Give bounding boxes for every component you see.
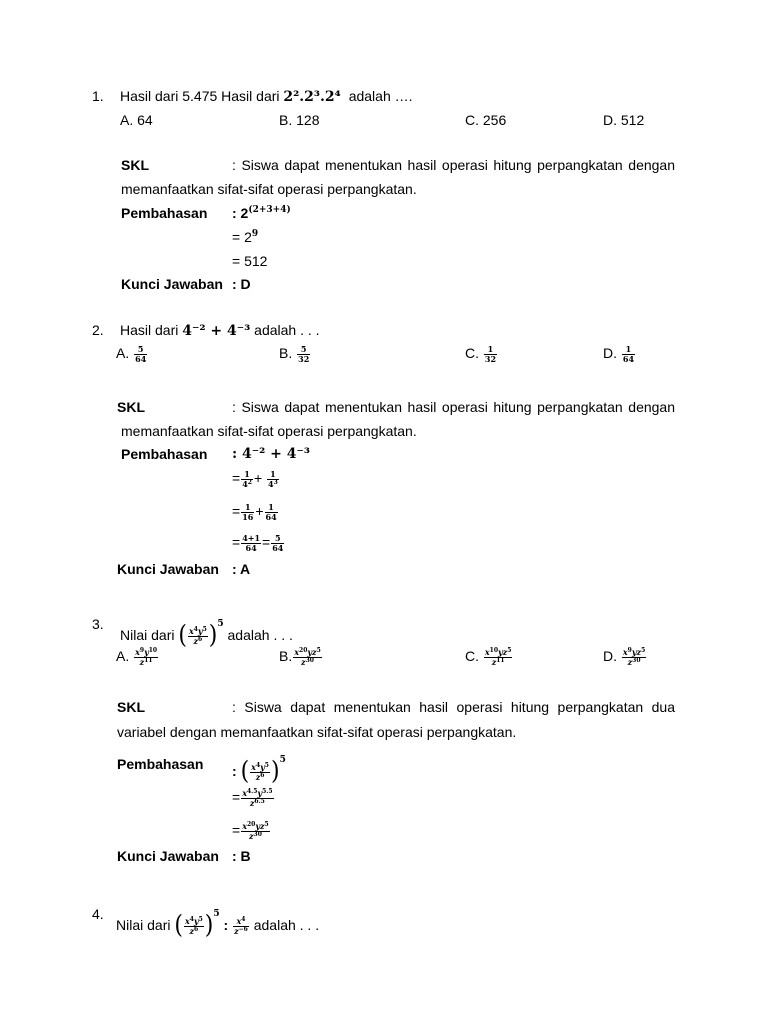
q1-step-2-base: = 2: [232, 229, 252, 245]
denominator: $z^{6.5}$: [249, 798, 265, 808]
numerator: 1: [484, 345, 497, 355]
q3-option-d: [603, 648, 647, 667]
q2-option-a: [116, 345, 148, 364]
q2-step-3: [232, 503, 279, 522]
q2-question: [120, 322, 320, 339]
q2-option-b: [279, 345, 311, 364]
q3-option-a-fraction: [134, 648, 158, 667]
q2-question-post: adalah . . .: [254, 322, 320, 338]
q3-option-c: [465, 648, 513, 667]
numerator: $x^{20}yz^5$: [294, 647, 321, 657]
q3-question-post: adalah . . .: [227, 627, 293, 643]
q2-step-4-frac-2: [271, 534, 284, 553]
q1-kunci-value: : D: [232, 276, 251, 292]
q4-base-fraction: [184, 917, 204, 936]
base: 4: [268, 479, 274, 489]
q1-step-3: = 512: [232, 253, 268, 269]
q3-option-a: [116, 648, 159, 667]
numerator: 5: [297, 345, 310, 355]
q1-step-1-base: : 2: [232, 205, 249, 221]
denominator: $z^{30}$: [249, 831, 262, 841]
right-paren: ): [270, 757, 280, 787]
q2-option-c-letter: C.: [465, 345, 479, 362]
q1-skl-line1: : Siswa dapat menentukan hasil operasi hitung perpangkatan dengan: [232, 157, 675, 173]
denominator: [241, 480, 253, 489]
equals-sign-2: =: [262, 534, 271, 551]
q3-step-1: [232, 745, 286, 786]
q2-question-pre: Hasil dari: [120, 322, 179, 338]
q3-step-3: [232, 822, 271, 841]
q1-skl-label: SKL: [121, 157, 149, 173]
q3-step-1-power: 5: [279, 755, 286, 765]
denominator: 64: [265, 512, 277, 522]
denominator: 64: [135, 354, 147, 364]
q3-option-a-letter: A.: [116, 648, 130, 665]
exponent: 3: [273, 479, 278, 486]
q2-step-1: : 4⁻² + 4⁻³: [232, 446, 311, 462]
q3-number: 3.: [92, 616, 104, 632]
equals-sign: =: [232, 470, 241, 487]
right-paren: ): [208, 621, 218, 651]
q1-option-d: D. 512: [603, 112, 645, 128]
q2-kunci-value: : A: [232, 561, 251, 577]
q2-step-3-frac-1: [241, 503, 254, 522]
q2-step-3-frac-2: [265, 503, 278, 522]
q3-option-d-fraction: [622, 648, 646, 667]
denominator: $z^6$: [189, 925, 199, 936]
q2-step-4: [232, 534, 285, 553]
q2-option-c: [465, 345, 498, 364]
q4-divider: :: [223, 917, 229, 933]
numerator: 1: [241, 470, 253, 480]
denominator: $z^{-6}$: [234, 925, 248, 936]
q3-base-fraction: [188, 627, 208, 646]
left-paren: (: [240, 757, 250, 787]
numerator: $x^{10}yz^5$: [484, 647, 512, 657]
q3-kunci-value: : B: [232, 848, 251, 864]
denominator: [267, 480, 279, 489]
q1-option-c: C. 256: [465, 112, 507, 128]
q1-option-b: B. 128: [279, 112, 320, 128]
q4-question: [116, 899, 319, 940]
denominator: 32: [298, 354, 310, 364]
numerator: 1: [622, 345, 635, 355]
q3-option-b-letter: B.: [279, 648, 293, 665]
q3-option-c-fraction: [484, 648, 513, 667]
q1-question: [120, 88, 413, 105]
numerator: $x^{20}yz^5$: [242, 821, 269, 831]
q3-option-c-letter: C.: [465, 648, 479, 665]
q3-pembahasan-label: Pembahasan: [117, 756, 204, 772]
denominator: $z^{30}$: [301, 657, 314, 667]
numerator: $x^4$: [233, 917, 249, 927]
denominator: $z^{11}$: [139, 657, 153, 667]
q2-expression: 4⁻² + 4⁻³: [182, 323, 251, 339]
q3-step-2-fraction: [241, 789, 273, 808]
q3-step-1-fraction: [250, 763, 270, 782]
q1-kunci-label: Kunci Jawaban: [121, 276, 223, 292]
denominator: 64: [245, 543, 257, 553]
q2-option-c-fraction: [484, 345, 497, 364]
q2-option-b-fraction: [297, 345, 310, 364]
numerator: $x^9y^{10}$: [135, 647, 158, 657]
q3-kunci-label: Kunci Jawaban: [117, 848, 219, 864]
q3-step-3-fraction: [241, 822, 270, 841]
base: 4: [242, 479, 248, 489]
left-paren: (: [178, 621, 187, 651]
q2-skl-label: SKL: [117, 399, 145, 415]
q2-number: 2.: [92, 322, 104, 338]
numerator: 1: [267, 470, 279, 480]
q3-option-b: [279, 648, 323, 667]
q1-step-2: [232, 229, 258, 245]
q2-pembahasan-label: Pembahasan: [121, 446, 208, 462]
q4-outer-power: 5: [213, 909, 220, 919]
q2-step-4-frac-1: [241, 534, 261, 553]
q2-step-2-frac-1: [241, 470, 253, 489]
colon: :: [232, 763, 237, 779]
q1-step-1: [232, 205, 291, 221]
numerator: $x^4y^5$: [188, 625, 207, 636]
denominator: 64: [622, 354, 635, 364]
denominator: $z^6$: [255, 771, 265, 782]
plus-sign: +: [255, 503, 264, 520]
q2-kunci-label: Kunci Jawaban: [117, 561, 219, 577]
q3-outer-power: 5: [217, 619, 224, 629]
q4-question-post: adalah . . .: [253, 917, 320, 933]
q4-question-pre: Nilai dari: [116, 917, 171, 933]
numerator: $x^9yz^5$: [622, 647, 646, 657]
numerator: $x^{4.5}y^{5.5}$: [242, 788, 273, 798]
numerator: $x^4y^5$: [251, 761, 269, 772]
q2-skl-line2: memanfaatkan sifat-sifat operasi perpangkatan.: [121, 423, 417, 439]
equals-sign: =: [232, 789, 241, 806]
q4-divisor-fraction: [233, 917, 249, 936]
denominator: 32: [484, 354, 497, 364]
q1-question-pre: Hasil dari 5.475 Hasil dari: [120, 88, 280, 104]
q1-step-2-power: 9: [251, 229, 259, 239]
denominator: $z^6$: [193, 635, 203, 646]
numerator: 4+1: [242, 533, 261, 543]
q3-option-d-letter: D.: [603, 648, 617, 665]
q1-expression: 2².2³.2⁴: [283, 89, 341, 105]
q2-skl-line1: : Siswa dapat menentukan hasil operasi hitung perpangkatan dengan: [232, 399, 675, 415]
q1-question-post: adalah ….: [348, 88, 413, 104]
q2-option-d-fraction: [622, 345, 635, 364]
exponent: 2: [247, 479, 252, 486]
numerator: 5: [271, 534, 284, 544]
plus-sign: +: [253, 470, 263, 487]
denominator: 64: [272, 543, 284, 553]
q3-option-b-fraction: [293, 648, 322, 667]
denominator: $z^{30}$: [627, 657, 641, 667]
q3-skl-line1: : Siswa dapat menentukan hasil operasi hitung perpangkatan dua: [232, 699, 675, 715]
q1-option-a: A. 64: [120, 112, 153, 128]
numerator: 1: [265, 503, 278, 513]
numerator: 1: [241, 503, 254, 513]
q3-step-2: [232, 789, 275, 808]
q2-step-2-frac-2: [267, 470, 279, 489]
q1-pembahasan-label: Pembahasan: [121, 205, 208, 221]
q2-option-a-letter: A.: [116, 345, 130, 362]
q2-option-d: [603, 345, 636, 364]
left-paren: (: [174, 911, 183, 941]
q2-step-2: [232, 470, 280, 489]
numerator: $x^4y^5$: [184, 915, 203, 926]
q3-skl-label: SKL: [117, 699, 145, 715]
q3-question: [120, 609, 293, 650]
q1-skl-line2: memanfaatkan sifat-sifat operasi perpangkatan.: [121, 181, 417, 197]
equals-sign: =: [232, 503, 241, 520]
right-paren: ): [204, 911, 214, 941]
q2-option-d-letter: D.: [603, 345, 617, 362]
numerator: 5: [134, 345, 147, 355]
q1-step-1-power: (2+3+4): [248, 205, 291, 215]
denominator: 16: [242, 512, 254, 522]
q3-question-pre: Nilai dari: [120, 627, 175, 643]
q1-number: 1.: [92, 88, 104, 104]
q4-number: 4.: [92, 906, 104, 922]
q2-option-b-letter: B.: [279, 345, 293, 362]
q2-option-a-fraction: [134, 345, 147, 364]
equals-sign: =: [232, 534, 241, 551]
q3-skl-line2: variabel dengan memanfaatkan sifat-sifat operasi perpangkatan.: [117, 724, 517, 740]
equals-sign: =: [232, 822, 241, 839]
denominator: $z^{11}$: [491, 657, 505, 667]
